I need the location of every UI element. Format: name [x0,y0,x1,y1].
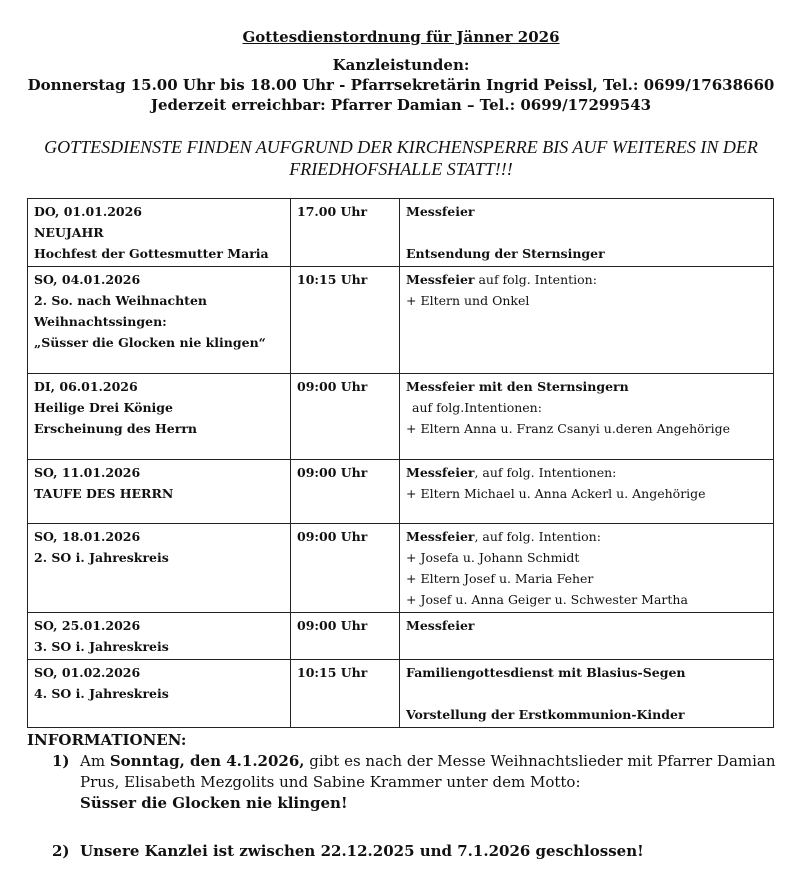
intention: + Eltern Michael u. Anna Ackerl u. Angehörige [406,486,706,501]
date-cell [28,660,291,728]
notice-line-1: GOTTESDIENSTE FINDEN AUFGRUND DER KIRCHENSPERRE BIS AUF WEITERES IN DER [44,137,758,157]
info-text-1: gibt es nach der Messe Weihnachtslieder mit Pfarrer Damian [304,752,776,770]
service-type: Familiengottesdienst mit Blasius-Segen [406,665,686,680]
service-line [406,462,767,483]
service-occasion: „Süsser die Glocken nie klingen“ [34,335,266,350]
service-line [406,526,767,547]
intention: + Eltern Anna u. Franz Csanyi u.deren Angehörige [406,421,731,436]
intention: + Eltern Josef u. Maria Feher [406,571,594,586]
spacer [406,683,767,704]
service-occasion: 3. SO i. Jahreskreis [34,639,169,654]
service-date: SO, 18.01.2026 [34,529,141,544]
intention-heading: auf folg.Intentionen: [412,400,542,415]
time-cell: 09:00 Uhr [291,613,400,660]
office-hours: Donnerstag 15.00 Uhr bis 18.00 Uhr - Pfarrsekretärin Ingrid Peissl, Tel.: 0699/17638660 [27,76,775,94]
time-cell: 10:15 Uhr [291,660,400,728]
service-type: Messfeier [406,529,475,544]
service-date: SO, 25.01.2026 [34,618,141,633]
date-cell [28,374,291,460]
time-cell: 09:00 Uhr [291,524,400,613]
service-date: DO, 01.01.2026 [34,204,142,219]
service-occasion: TAUFE DES HERRN [34,486,174,501]
service-date: SO, 04.01.2026 [34,272,141,287]
date-cell [28,613,291,660]
date-cell [28,460,291,524]
intention: + Josef u. Anna Geiger u. Schwester Martha [406,592,688,607]
spacer [406,222,767,243]
list-number: 2) [52,842,70,860]
service-note: Vorstellung der Erstkommunion-Kinder [406,707,685,722]
service-type: Messfeier [406,618,475,633]
service-line [406,269,767,290]
page-title: Gottesdienstordnung für Jänner 2026 [242,28,560,46]
time-cell: 09:00 Uhr [291,460,400,524]
service-cell [400,267,774,374]
service-cell [400,613,774,660]
service-suffix: , auf folg. Intentionen: [474,465,617,480]
service-schedule-table [27,198,774,728]
time-cell: 09:00 Uhr [291,374,400,460]
service-occasion: Heilige Drei Könige [34,400,173,415]
info-line [80,751,780,772]
service-cell [400,660,774,728]
service-occasion: 4. SO i. Jahreskreis [34,686,169,701]
service-occasion: Erscheinung des Herrn [34,421,198,436]
info-item-2 [52,841,792,863]
pastor-contact: Jederzeit erreichbar: Pfarrer Damian – Tel.: 0699/17299543 [150,96,652,114]
table-row [28,199,774,267]
table-row [28,460,774,524]
service-type: Messfeier [406,465,475,480]
service-type: Messfeier mit den Sternsingern [406,379,629,394]
service-date: DI, 06.01.2026 [34,379,138,394]
service-type: Messfeier [406,204,475,219]
service-note: Entsendung der Sternsinger [406,246,605,261]
office-hours-label: Kanzleistunden: [332,56,470,74]
notice-line-2: FRIEDHOFSHALLE STATT!!! [289,159,513,179]
service-occasion: 2. SO i. Jahreskreis [34,550,169,565]
date-cell [28,267,291,374]
table-row [28,524,774,613]
service-suffix: , auf folg. Intention: [474,529,601,544]
date-cell [28,199,291,267]
service-cell [400,374,774,460]
intention: + Eltern und Onkel [406,293,530,308]
info-line-2: Prus, Elisabeth Mezgolits und Sabine Krammer unter dem Motto: [80,773,581,791]
time-cell: 17.00 Uhr [291,199,400,267]
info-motto: Süsser die Glocken nie klingen! [80,794,348,812]
service-date: SO, 11.01.2026 [34,465,141,480]
list-number: 1) [52,752,70,770]
service-type: Messfeier [406,272,475,287]
service-cell [400,460,774,524]
info-text: Unsere Kanzlei ist zwischen 22.12.2025 und 7.1.2026 geschlossen! [80,842,644,860]
table-row [28,660,774,728]
service-occasion: NEUJAHR [34,225,104,240]
table-row [28,613,774,660]
service-cell [400,199,774,267]
table-row [28,374,774,460]
service-occasion: Hochfest der Gottesmutter Maria [34,246,269,261]
info-text [80,751,780,814]
info-pre: Am [80,752,110,770]
date-cell [28,524,291,613]
service-cell [400,524,774,613]
church-closure-notice [0,136,802,180]
intention: + Josefa u. Johann Schmidt [406,550,580,565]
service-occasion: Weihnachtssingen: [34,314,167,329]
service-date: SO, 01.02.2026 [34,665,141,680]
table-row [28,267,774,374]
info-highlight: Sonntag, den 4.1.2026, [109,752,305,770]
time-cell: 10:15 Uhr [291,267,400,374]
service-suffix: auf folg. Intention: [474,272,597,287]
info-item-1 [52,751,792,817]
service-occasion: 2. So. nach Weihnachten [34,293,207,308]
information-heading: INFORMATIONEN: [27,731,187,749]
